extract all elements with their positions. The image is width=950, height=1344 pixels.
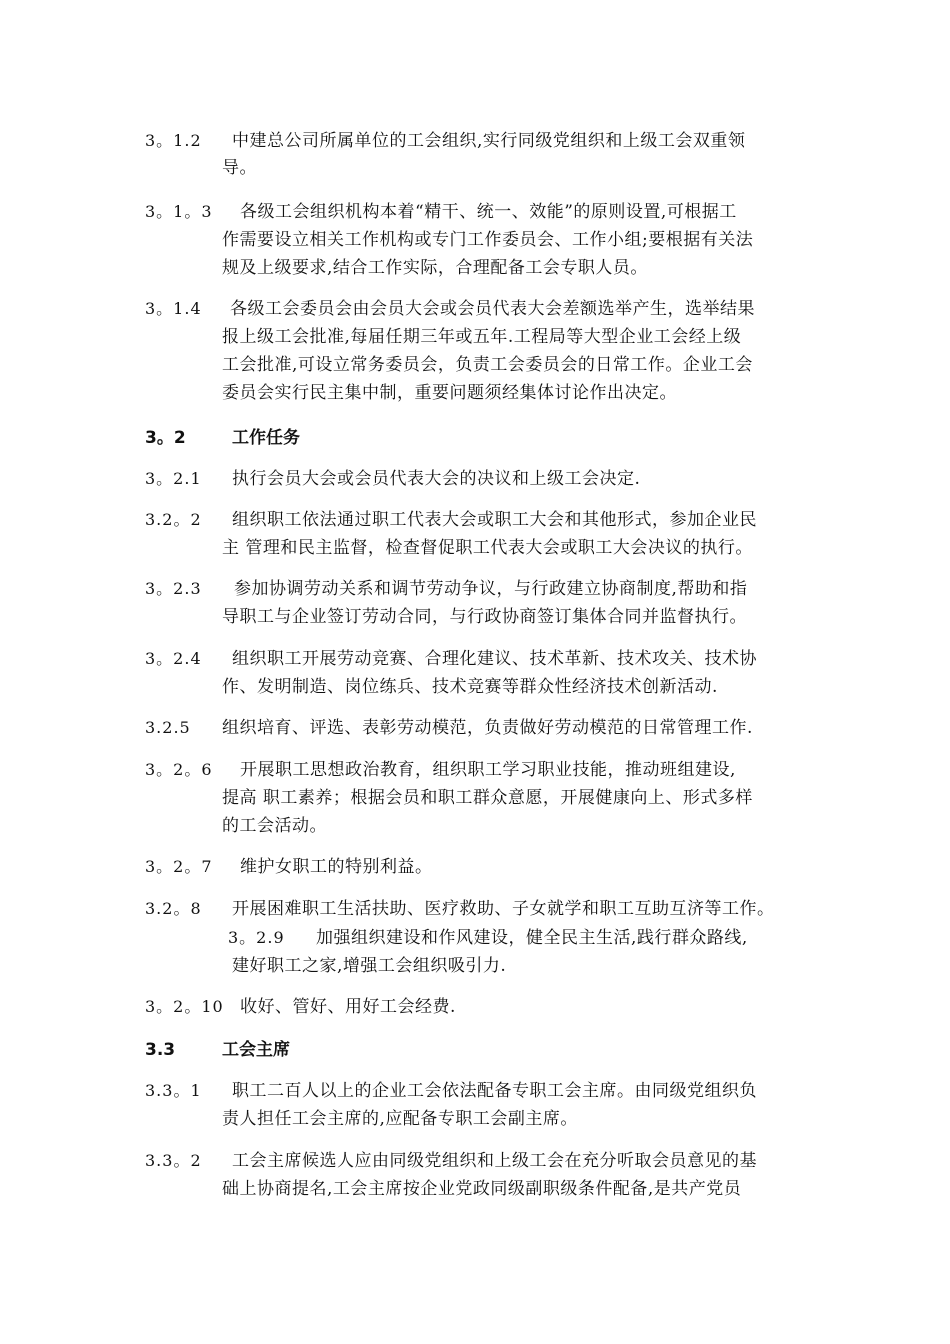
clause-text-line: 开展困难职工生活扶助、医疗救助、子女就学和职工互助互济等工作。 [232,899,775,919]
clause-text-line: 委员会实行民主集中制，重要问题须经集体讨论作出决定。 [222,383,677,403]
clause-text-line: 作需要设立相关工作机构或专门工作委员会、工作小组;要根据有关法 [222,230,754,250]
clause-text-line: 组织职工开展劳动竞赛、合理化建议、技术革新、技术攻关、技术协 [232,649,757,669]
clause-number: 3。2.4 [145,649,202,668]
clause-number: 3。2.1 [145,469,202,488]
section-number: 3.3 [145,1040,176,1060]
clause-number: 3。2。6 [145,760,213,779]
clause-text-line: 工会主席候选人应由同级党组织和上级工会在充分听取会员意见的基 [232,1151,757,1171]
clause-text-line: 主 管理和民主监督，检查督促职工代表大会或职工大会决议的执行。 [222,538,753,558]
clause-number: 3。1。3 [145,202,213,221]
clause-text-line: 加强组织建设和作风建设，健全民主生活,践行群众路线, [316,928,748,948]
clause-text-line: 的工会活动。 [222,816,327,836]
clause-text-line: 责人担任工会主席的,应配备专职工会副主席。 [222,1109,578,1129]
clause-text-line: 建好职工之家,增强工会组织吸引力. [232,956,507,976]
clause-number: 3。2.3 [145,579,202,598]
clause-text-line: 作、发明制造、岗位练兵、技术竞赛等群众性经济技术创新活动. [222,677,718,697]
clause-text-line: 工会批准,可设立常务委员会，负责工会委员会的日常工作。企业工会 [222,355,753,375]
clause-number: 3。2。10 [145,997,224,1016]
clause-text-line: 维护女职工的特别利益。 [240,857,433,877]
clause-text-line: 组织培育、评选、表彰劳动模范，负责做好劳动模范的日常管理工作. [222,718,753,738]
clause-text-line: 收好、管好、用好工会经费. [240,997,456,1017]
clause-number: 3.3。2 [145,1151,202,1170]
section-title: 工作任务 [232,428,300,448]
section-title: 工会主席 [222,1040,290,1060]
clause-number: 3。1.2 [145,131,202,150]
clause-number: 3.3。1 [145,1081,202,1100]
clause-text-line: 各级工会委员会由会员大会或会员代表大会差额选举产生，选举结果 [230,299,755,319]
clause-text-line: 开展职工思想政治教育，组织职工学习职业技能，推动班组建设, [240,760,736,780]
clause-text-line: 执行会员大会或会员代表大会的决议和上级工会决定. [232,469,641,489]
clause-text-line: 各级工会组织机构本着“精干、统一、效能”的原则设置,可根据工 [240,202,737,222]
clause-text-line: 导职工与企业签订劳动合同，与行政协商签订集体合同并监督执行。 [222,607,747,627]
clause-number: 3.2.5 [145,718,191,737]
clause-text-line: 职工二百人以上的企业工会依法配备专职工会主席。由同级党组织负 [232,1081,757,1101]
clause-text-line: 础上协商提名,工会主席按企业党政同级副职级条件配备,是共产党员 [222,1179,742,1199]
clause-text-line: 提高 职工素养；根据会员和职工群众意愿，开展健康向上、形式多样 [222,788,753,808]
clause-text-line: 中建总公司所属单位的工会组织,实行同级党组织和上级工会双重领 [232,131,746,151]
clause-text-line: 导。 [222,158,257,178]
clause-number: 3.2。8 [145,899,202,918]
clause-text-line: 参加协调劳动关系和调节劳动争议，与行政建立协商制度,帮助和指 [234,579,748,599]
clause-number: 3.2。2 [145,510,202,529]
section-number: 3。2 [145,428,186,448]
clause-number: 3。1.4 [145,299,202,318]
clause-text-line: 组织职工依法通过职工代表大会或职工大会和其他形式，参加企业民 [232,510,757,530]
clause-text-line: 报上级工会批准,每届任期三年或五年.工程局等大型企业工会经上级 [222,327,742,347]
clause-number: 3。2。7 [145,857,213,876]
clause-text-line: 规及上级要求,结合工作实际，合理配备工会专职人员。 [222,258,648,278]
clause-number: 3。2.9 [228,928,285,947]
